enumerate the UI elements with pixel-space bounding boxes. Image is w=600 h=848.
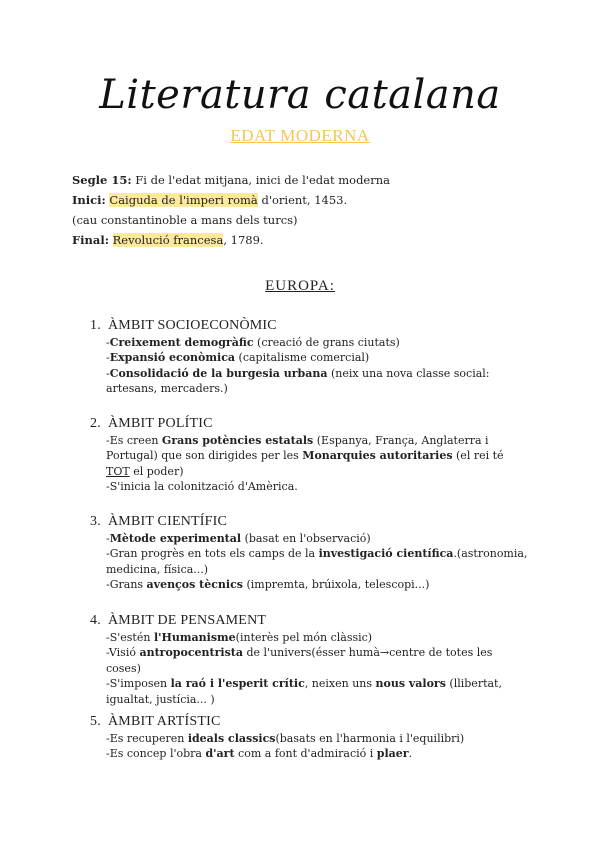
inici-line [72,190,390,210]
inici-highlight: Caiguda de l'imperi romà [109,193,258,207]
section-number: 5. [90,714,101,729]
final-highlight: Revolució francesa [112,233,224,247]
section-title: ÀMBIT POLÍTIC [108,416,213,431]
section-number: 2. [90,416,101,431]
section-thought [90,613,530,707]
section-heading [90,714,530,730]
list-item: -Gran progrès en tots els camps de la investigació científica.(astronomia, medicina, física...) [106,547,528,576]
section-heading [90,613,530,629]
list-item: -Es concep l'obra d'art com a font d'admiració i plaer. [106,747,413,760]
section-number: 3. [90,514,101,529]
section-number: 4. [90,613,101,628]
section-political [90,416,530,495]
section-artistic [90,714,530,762]
inici-label: Inici: [72,193,106,207]
intro-block [72,170,390,250]
section-title: ÀMBIT ARTÍSTIC [108,714,221,729]
list-item: -Visió antropocentrista de l'univers(ésser humà→centre de totes les coses) [106,646,493,675]
segle-text: Fi de l'edat mitjana, inici de l'edat moderna [131,173,390,187]
section-number: 1. [90,318,101,333]
list-item: -Grans avenços tècnics (impremta, brúixola, telescopi...) [106,578,430,591]
list-item: -S'inicia la colonització d'Amèrica. [106,480,298,493]
section-title: ÀMBIT SOCIOECONÒMIC [108,318,277,333]
list-item: -Mètode experimental (basat en l'observació) [106,531,371,545]
section-title: ÀMBIT DE PENSAMENT [108,613,267,628]
section-heading [90,416,530,432]
section-heading [90,514,530,530]
list-item: -S'estén l'Humanisme(interès pel món clàssic) [106,630,373,644]
list-item: -Es creen Grans potències estatals (Espanya, França, Anglaterra i Portugal) que son dirigides per les Monarquies autoritaries (el rei té TOT el poder) [106,433,504,478]
section-scientific [90,514,530,593]
list-item: -S'imposen la raó i l'esperit crític, neixen uns nous valors (llibertat, igualtat, justícia... ) [106,677,502,706]
final-text: , 1789. [223,233,264,247]
segle-label: Segle 15: [72,173,132,187]
section-socioeconomic [90,318,530,397]
inici-note: (cau constantinoble a mans dels turcs) [72,213,298,227]
final-line [72,230,390,250]
list-item: -Consolidació de la burgesia urbana (neix una nova classe social: artesans, mercaders.) [106,366,490,395]
section-title: ÀMBIT CIENTÍFIC [108,514,228,529]
final-label: Final: [72,233,109,247]
page-subtitle: EDAT MODERNA [230,126,370,145]
section-heading [90,318,530,334]
segle-line [72,170,390,190]
page-title: Literatura catalana [99,72,501,118]
list-item: -Creixement demogràfic (creació de grans ciutats) [106,335,400,349]
europa-heading: EUROPA: [265,278,335,294]
list-item: -Expansió econòmica (capitalisme comercial) [106,351,370,364]
list-item: -Es recuperen ideals classics(basats en l'harmonia i l'equilibri) [106,731,465,745]
inici-text: d'orient, 1453. [257,193,348,207]
